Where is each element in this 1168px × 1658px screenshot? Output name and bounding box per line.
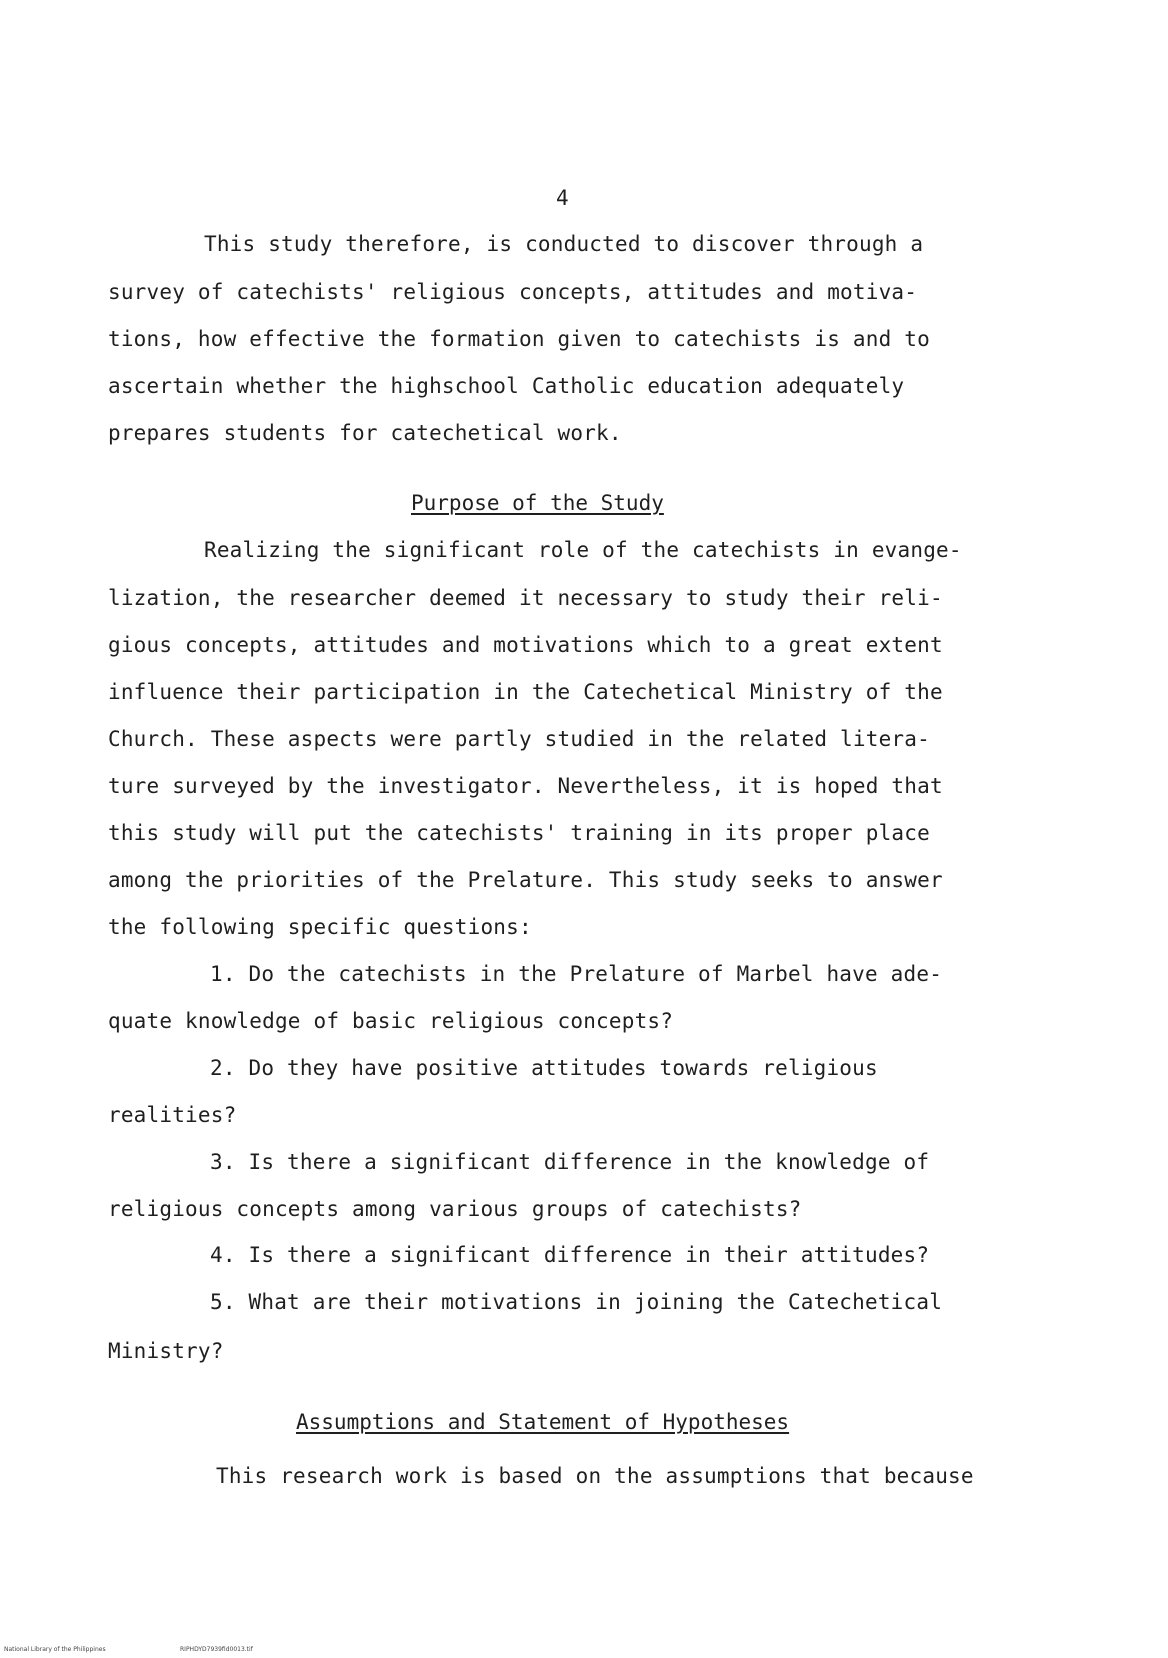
paragraph-line: This study therefore, is conducted to discover through a bbox=[204, 232, 924, 256]
question-item: Ministry? bbox=[108, 1339, 224, 1363]
question-item: 4. Is there a significant difference in their attitudes? bbox=[210, 1243, 930, 1267]
paragraph-line: tions, how effective the formation given to catechists is and to bbox=[108, 327, 930, 351]
question-item: 3. Is there a significant difference in the knowledge of bbox=[210, 1150, 930, 1174]
paragraph-line: ture surveyed by the investigator. Nevertheless, it is hoped that bbox=[108, 774, 943, 798]
question-item: religious concepts among various groups of catechists? bbox=[108, 1197, 802, 1221]
section-heading-purpose: Purpose of the Study bbox=[411, 491, 664, 515]
paragraph-line: this study will put the catechists' training in its proper place bbox=[108, 821, 930, 845]
paragraph-line: gious concepts, attitudes and motivations which to a great extent bbox=[108, 633, 943, 657]
paragraph-line: ascertain whether the highschool Catholic education adequately bbox=[108, 374, 905, 398]
paragraph-line: This research work is based on the assumptions that because bbox=[216, 1464, 974, 1488]
paragraph-line: lization, the researcher deemed it necessary to study their reli- bbox=[108, 586, 943, 610]
question-item: realities? bbox=[108, 1103, 237, 1127]
paragraph-line: Church. These aspects were partly studied in the related litera- bbox=[108, 727, 930, 751]
paragraph-line: prepares students for catechetical work. bbox=[108, 421, 622, 445]
question-item: quate knowledge of basic religious concepts? bbox=[108, 1009, 674, 1033]
paragraph-line: survey of catechists' religious concepts, attitudes and motiva- bbox=[108, 280, 918, 304]
page-number: 4 bbox=[556, 186, 569, 210]
section-heading-assumptions: Assumptions and Statement of Hypotheses bbox=[296, 1410, 790, 1434]
paragraph-line: the following specific questions: bbox=[108, 915, 532, 939]
question-item: 2. Do they have positive attitudes towards religious bbox=[210, 1056, 878, 1080]
question-item: 5. What are their motivations in joining the Catechetical bbox=[210, 1290, 943, 1314]
paragraph-line: among the priorities of the Prelature. This study seeks to answer bbox=[108, 868, 943, 892]
footer-library-label: National Library of the Philippines bbox=[4, 1646, 106, 1653]
paragraph-line: influence their participation in the Catechetical Ministry of the bbox=[108, 680, 943, 704]
footer-file-label: RIPHDYD7939fid0013.tif bbox=[180, 1646, 253, 1653]
paragraph-line: Realizing the significant role of the catechists in evange- bbox=[204, 538, 962, 562]
question-item: 1. Do the catechists in the Prelature of Marbel have ade- bbox=[210, 962, 943, 986]
